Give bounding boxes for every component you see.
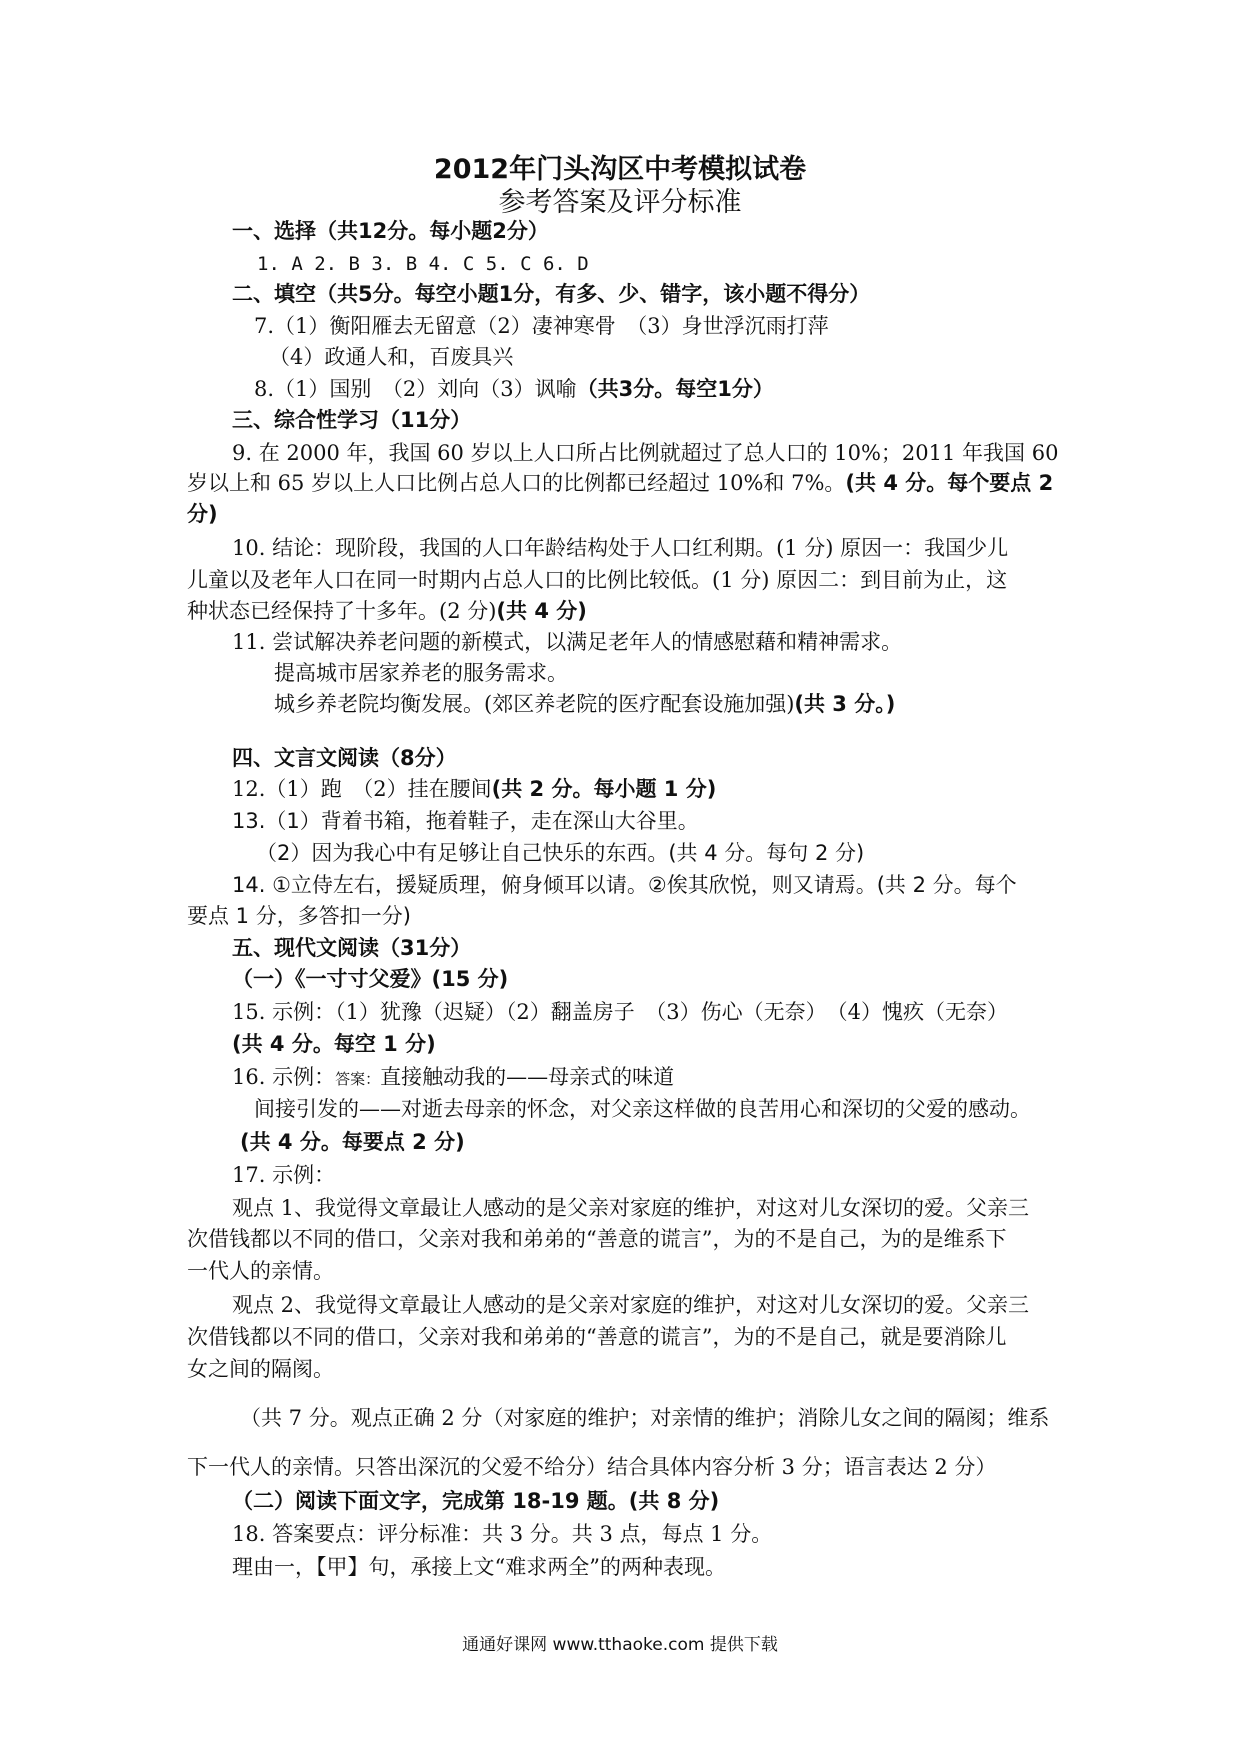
section-4-heading: 四、文言文阅读（8分） [232, 746, 457, 770]
page-title: 2012年门头沟区中考模拟试卷 [433, 154, 807, 185]
q16-prefix: 16. 示例： [232, 1065, 336, 1089]
q11-score: (共 3 分。) [794, 692, 896, 716]
subsection-2-text: （二）阅读下面文字，完成第 18-19 题。(共 8 分) [232, 1489, 720, 1513]
q13-line-2: （2）因为我心中有足够让自己快乐的东西。(共 4 分。每句 2 分) [256, 841, 865, 865]
page-footer: 通通好课网 www.tthaoke.com 提供下载 [462, 1635, 778, 1655]
q10-line-3 [187, 596, 587, 626]
q15-line-1: 15. 示例：（1）犹豫（迟疑）（2）翻盖房子 （3）伤心（无奈） （4）愧疚（无奈） [232, 1000, 1009, 1024]
page-subtitle: 参考答案及评分标准 [498, 187, 742, 218]
q8-answer [254, 374, 774, 404]
subsection-2-heading [232, 1486, 719, 1516]
q15-score: (共 4 分。每空 1 分) [232, 1032, 436, 1056]
q11-line-3 [274, 689, 895, 719]
q11-line-1: 11. 尝试解决养老问题的新模式，以满足老年人的情感慰藉和精神需求。 [232, 630, 903, 654]
q14-line-2: 要点 1 分，多答扣一分) [187, 904, 411, 928]
q16-line-1 [232, 1062, 674, 1094]
q9-line-1: 9. 在 2000 年，我国 60 岁以上人口所占比例就超过了总人口的 10%；2011 年我国 60 [232, 441, 1059, 465]
q7-line-1: 7.（1）衡阳雁去无留意（2）凄神寒骨 （3）身世浮沉雨打萍 [254, 314, 829, 338]
q12-answer [232, 774, 716, 804]
q11-text: 城乡养老院均衡发展。(郊区养老院的医疗配套设施加强) [274, 692, 795, 716]
q16-text: 直接触动我的——母亲式的味道 [380, 1065, 675, 1089]
q10-line-1: 10. 结论：现阶段，我国的人口年龄结构处于人口红利期。(1 分) 原因一：我国少儿 [232, 536, 1009, 560]
q12-score: (共 2 分。每小题 1 分) [491, 777, 717, 801]
q1-6-answers: 1. A 2. B 3. B 4. C 5. C 6. D [257, 253, 589, 275]
q12-text: 12.（1）跑 （2）挂在腰间 [232, 777, 492, 801]
view-2-line-3: 女之间的隔阂。 [187, 1357, 334, 1381]
q8-score: （共3分。每空1分） [576, 377, 774, 401]
q16-tag: 答案： [335, 1070, 381, 1088]
q13-line-1: 13.（1）背着书箱，拖着鞋子，走在深山大谷里。 [232, 809, 699, 833]
q9-text: 岁以上和 65 岁以上人口比例占总人口的比例都已经超过 10%和 7%。 [187, 471, 846, 495]
q14-line-1: 14. ①立侍左右，援疑质理，俯身倾耳以请。②俟其欣悦，则又请焉。(共 2 分。每个 [232, 873, 1017, 897]
view-2-line-2: 次借钱都以不同的借口，父亲对我和弟弟的“善意的谎言”，为的不是自己，就是要消除儿 [187, 1325, 1007, 1349]
q11-line-2: 提高城市居家养老的服务需求。 [274, 661, 568, 685]
subsection-1-heading: （一）《一寸寸父爱》(15 分) [232, 967, 509, 991]
view-1-line-1: 观点 1、我觉得文章最让人感动的是父亲对家庭的维护，对这对儿女深切的爱。父亲三 [232, 1196, 1030, 1220]
q10-line-2: 儿童以及老年人口在同一时期内占总人口的比例比较低。(1 分) 原因二：到目前为止，这 [187, 568, 1008, 592]
q18-reason-1: 理由一，【甲】句，承接上文“难求两全”的两种表现。 [232, 1555, 726, 1579]
view-2-line-1: 观点 2、我觉得文章最让人感动的是父亲对家庭的维护，对这对儿女深切的爱。父亲三 [232, 1293, 1030, 1317]
q7-line-2: （4）政通人和，百废具兴 [269, 345, 514, 369]
q8-text: 8.（1）国别 （2）刘向（3）讽喻 [254, 377, 577, 401]
q16-line-2: 间接引发的——对逝去母亲的怀念，对父亲这样做的良苦用心和深切的父爱的感动。 [254, 1097, 1031, 1121]
q17-heading: 17. 示例： [232, 1163, 336, 1187]
q9-line-2 [187, 468, 1053, 498]
q16-score: (共 4 分。每要点 2 分) [240, 1130, 465, 1154]
q17-criteria-line-2: 下一代人的亲情。只答出深沉的父爱不给分）结合具体内容分析 3 分；语言表达 2 分） [187, 1455, 997, 1479]
section-5-heading: 五、现代文阅读（31分） [232, 936, 472, 960]
view-1-line-2: 次借钱都以不同的借口，父亲对我和弟弟的“善意的谎言”，为的不是自己，为的是维系下 [187, 1227, 1007, 1251]
section-1-heading: 一、选择（共12分。每小题2分） [232, 219, 549, 243]
q9-line-3: 分) [187, 502, 218, 526]
q18-line-1: 18. 答案要点：评分标准：共 3 分。共 3 点，每点 1 分。 [232, 1522, 773, 1546]
section-2-heading: 二、填空（共5分。每空小题1分，有多、少、错字，该小题不得分） [232, 282, 871, 306]
q17-criteria-line-1: （共 7 分。观点正确 2 分（对家庭的维护；对亲情的维护；消除儿女之间的隔阂；维系 [240, 1406, 1050, 1430]
section-3-heading: 三、综合性学习（11分） [232, 408, 472, 432]
q9-score: (共 4 分。每个要点 2 [845, 471, 1054, 495]
q10-text: 种状态已经保持了十多年。(2 分) [187, 599, 497, 623]
view-1-line-3: 一代人的亲情。 [187, 1259, 334, 1283]
q10-score: (共 4 分) [496, 599, 587, 623]
